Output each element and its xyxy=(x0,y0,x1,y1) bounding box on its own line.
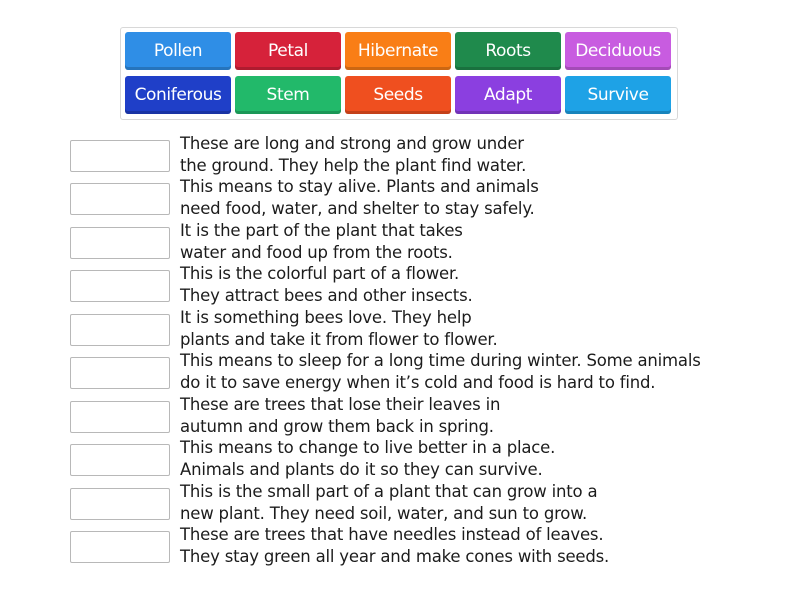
clue-3 xyxy=(180,220,780,263)
clue-5-line-2: plants and take it from flower to flower. xyxy=(180,329,498,349)
clue-5-line-1: It is something bees love. They help xyxy=(180,308,472,327)
clue-8 xyxy=(180,437,780,480)
clue-6 xyxy=(180,350,780,393)
clue-10-line-1: These are trees that have needles instead of leaves. xyxy=(180,525,604,544)
tile-coniferous[interactable]: Coniferous xyxy=(125,76,231,114)
answer-drop-box-10[interactable] xyxy=(70,531,170,563)
tile-hibernate[interactable]: Hibernate xyxy=(345,32,451,70)
answer-drop-box-1[interactable] xyxy=(70,140,170,172)
clue-2-line-2: need food, water, and shelter to stay safely. xyxy=(180,198,535,218)
tile-pollen[interactable]: Pollen xyxy=(125,32,231,70)
clue-8-line-2: Animals and plants do it so they can survive. xyxy=(180,459,543,479)
word-bank xyxy=(120,27,678,120)
clue-1 xyxy=(180,133,780,176)
tile-seeds[interactable]: Seeds xyxy=(345,76,451,114)
tile-deciduous[interactable]: Deciduous xyxy=(565,32,671,70)
tile-survive[interactable]: Survive xyxy=(565,76,671,114)
clue-7 xyxy=(180,394,780,437)
answer-drop-box-8[interactable] xyxy=(70,444,170,476)
clue-9-line-1: This is the small part of a plant that can grow into a xyxy=(180,482,598,501)
tile-petal[interactable]: Petal xyxy=(235,32,341,70)
answer-drop-box-5[interactable] xyxy=(70,314,170,346)
clue-2-line-1: This means to stay alive. Plants and animals xyxy=(180,177,539,196)
clue-6-line-2: do it to save energy when it’s cold and food is hard to find. xyxy=(180,372,656,392)
clue-4-line-1: This is the colorful part of a flower. xyxy=(180,264,460,283)
tile-roots[interactable]: Roots xyxy=(455,32,561,70)
tile-adapt[interactable]: Adapt xyxy=(455,76,561,114)
answer-drop-box-3[interactable] xyxy=(70,227,170,259)
answer-drop-box-6[interactable] xyxy=(70,357,170,389)
answer-drop-box-7[interactable] xyxy=(70,401,170,433)
tile-stem[interactable]: Stem xyxy=(235,76,341,114)
clue-9-line-2: new plant. They need soil, water, and sun to grow. xyxy=(180,503,588,523)
clue-5 xyxy=(180,307,780,350)
clue-7-line-1: These are trees that lose their leaves in xyxy=(180,395,501,414)
clue-6-line-1: This means to sleep for a long time during winter. Some animals xyxy=(180,351,701,370)
answer-drop-box-2[interactable] xyxy=(70,183,170,215)
clue-3-line-2: water and food up from the roots. xyxy=(180,242,453,262)
clue-1-line-1: These are long and strong and grow under xyxy=(180,134,524,153)
clue-8-line-1: This means to change to live better in a place. xyxy=(180,438,556,457)
clue-7-line-2: autumn and grow them back in spring. xyxy=(180,416,494,436)
clue-4 xyxy=(180,263,780,306)
clue-2 xyxy=(180,176,780,219)
clue-9 xyxy=(180,481,780,524)
clue-4-line-2: They attract bees and other insects. xyxy=(180,285,473,305)
clue-1-line-2: the ground. They help the plant find water. xyxy=(180,155,527,175)
answer-drop-box-9[interactable] xyxy=(70,488,170,520)
clue-10 xyxy=(180,524,780,567)
clue-10-line-2: They stay green all year and make cones with seeds. xyxy=(180,546,610,566)
clue-3-line-1: It is the part of the plant that takes xyxy=(180,221,463,240)
answer-drop-box-4[interactable] xyxy=(70,270,170,302)
